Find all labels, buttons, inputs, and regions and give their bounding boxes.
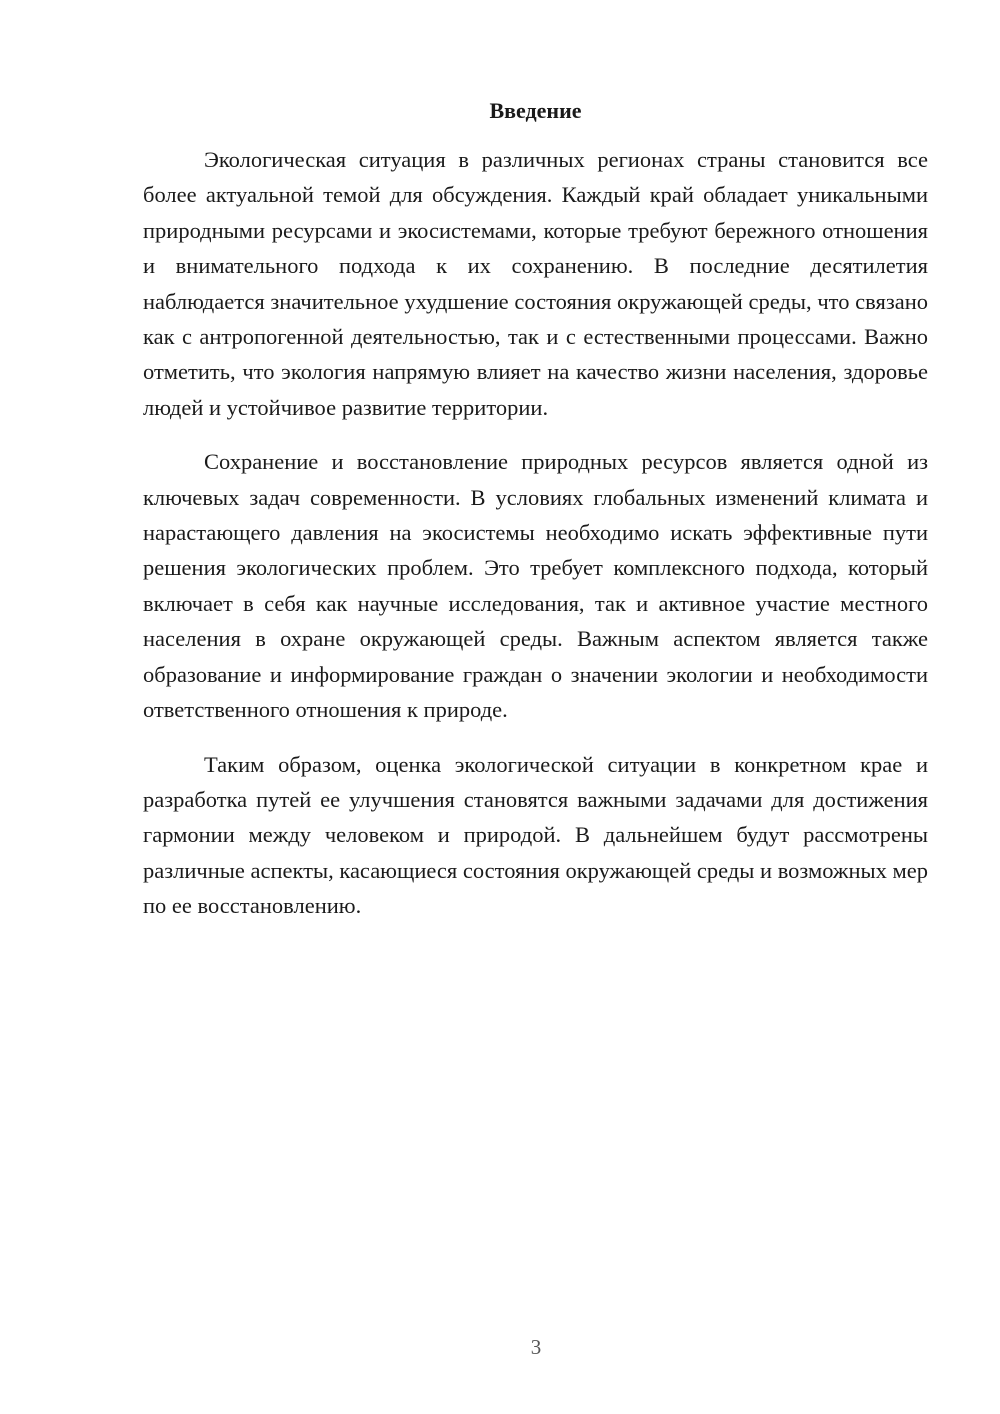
page-number: 3 [530,1335,542,1359]
paragraph-3: Таким образом, оценка экологической ситуации в конкретном крае и разработка путей ее улучшения становятся важными задачами для достижения гармонии между человеком и природой. В дальнейшем будут рассмотрены различные аспекты, касающиеся состояния окружающей среды и возможных мер по ее восстановлению. [143,751,928,919]
section-heading: Введение [489,98,582,123]
body-text [143,142,928,943]
paragraph-2: Сохранение и восстановление природных ресурсов является одной из ключевых задач современности. В условиях глобальных изменений климата и нарастающего давления на экосистемы необходимо искать эффективные пути решения экологических проблем. Это требует комплексного подхода, который включает в себя как научные исследования, так и активное участие местного населения в охране окружающей среды. Важным аспектом является также образование и информирование граждан о значении экологии и необходимости ответственного отношения к природе. [143,449,928,723]
paragraph-1: Экологическая ситуация в различных регионах страны становится все более актуальной темой для обсуждения. Каждый край обладает уникальными природными ресурсами и экосистемами, которые требуют бережного отношения и внимательного подхода к их сохранению. В последние десятилетия наблюдается значительное ухудшение состояния окружающей среды, что связано как с антропогенной деятельностью, так и с естественными процессами. Важно отметить, что экология напрямую влияет на качество жизни населения, здоровье людей и устойчивое развитие территории. [143,147,928,420]
